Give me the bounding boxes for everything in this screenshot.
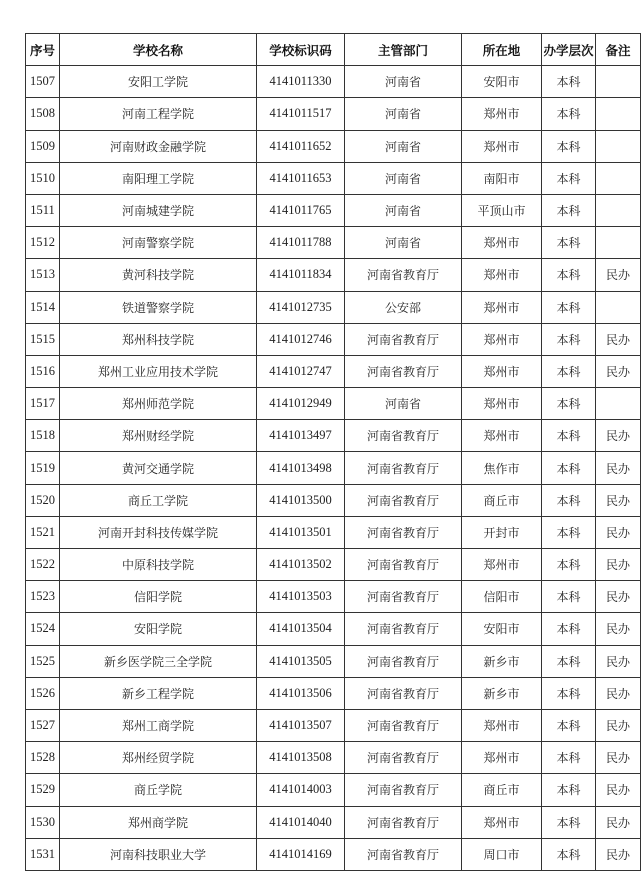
school-name-cell: 郑州师范学院 [60, 388, 257, 420]
authority-cell: 河南省教育厅 [345, 516, 462, 548]
remark-cell: 民办 [596, 516, 641, 548]
remark-cell: 民办 [596, 774, 641, 806]
school-name-cell: 郑州工业应用技术学院 [60, 355, 257, 387]
header-school-name: 学校名称 [60, 34, 257, 66]
location-cell: 郑州市 [462, 420, 542, 452]
seq-cell: 1515 [26, 323, 60, 355]
authority-cell: 河南省教育厅 [345, 420, 462, 452]
level-cell: 本科 [542, 709, 596, 741]
remark-cell: 民办 [596, 355, 641, 387]
table-row [26, 452, 641, 484]
location-cell: 郑州市 [462, 355, 542, 387]
school-name-cell: 安阳工学院 [60, 66, 257, 98]
school-code-cell: 4141014169 [257, 838, 345, 870]
remark-cell [596, 130, 641, 162]
school-code-cell: 4141013500 [257, 484, 345, 516]
school-name-cell: 郑州经贸学院 [60, 742, 257, 774]
school-code-cell: 4141013503 [257, 581, 345, 613]
level-cell: 本科 [542, 66, 596, 98]
level-cell: 本科 [542, 355, 596, 387]
schools-table [25, 33, 641, 871]
remark-cell: 民办 [596, 838, 641, 870]
seq-cell: 1510 [26, 162, 60, 194]
authority-cell: 河南省教育厅 [345, 742, 462, 774]
table-row [26, 162, 641, 194]
school-code-cell: 4141011330 [257, 66, 345, 98]
remark-cell: 民办 [596, 452, 641, 484]
authority-cell: 河南省教育厅 [345, 838, 462, 870]
table-row [26, 516, 641, 548]
school-code-cell: 4141011788 [257, 227, 345, 259]
table-row [26, 838, 641, 870]
table-row [26, 806, 641, 838]
seq-cell: 1513 [26, 259, 60, 291]
level-cell: 本科 [542, 516, 596, 548]
school-name-cell: 河南财政金融学院 [60, 130, 257, 162]
level-cell: 本科 [542, 774, 596, 806]
seq-cell: 1511 [26, 194, 60, 226]
table-row [26, 645, 641, 677]
school-name-cell: 安阳学院 [60, 613, 257, 645]
level-cell: 本科 [542, 645, 596, 677]
table-row [26, 742, 641, 774]
table-row [26, 484, 641, 516]
table-row [26, 323, 641, 355]
school-name-cell: 信阳学院 [60, 581, 257, 613]
location-cell: 郑州市 [462, 549, 542, 581]
table-row [26, 259, 641, 291]
remark-cell: 民办 [596, 323, 641, 355]
header-row [26, 34, 641, 66]
location-cell: 郑州市 [462, 98, 542, 130]
authority-cell: 河南省 [345, 194, 462, 226]
location-cell: 平顶山市 [462, 194, 542, 226]
school-name-cell: 铁道警察学院 [60, 291, 257, 323]
authority-cell: 河南省教育厅 [345, 806, 462, 838]
school-code-cell: 4141013502 [257, 549, 345, 581]
level-cell: 本科 [542, 838, 596, 870]
level-cell: 本科 [542, 388, 596, 420]
seq-cell: 1507 [26, 66, 60, 98]
location-cell: 新乡市 [462, 677, 542, 709]
seq-cell: 1527 [26, 709, 60, 741]
table-row [26, 194, 641, 226]
table-row [26, 355, 641, 387]
authority-cell: 河南省教育厅 [345, 355, 462, 387]
level-cell: 本科 [542, 806, 596, 838]
level-cell: 本科 [542, 613, 596, 645]
seq-cell: 1520 [26, 484, 60, 516]
school-code-cell: 4141011653 [257, 162, 345, 194]
school-name-cell: 郑州科技学院 [60, 323, 257, 355]
table-row [26, 420, 641, 452]
table-row [26, 709, 641, 741]
remark-cell: 民办 [596, 806, 641, 838]
table-row [26, 98, 641, 130]
seq-cell: 1518 [26, 420, 60, 452]
school-name-cell: 河南警察学院 [60, 227, 257, 259]
seq-cell: 1522 [26, 549, 60, 581]
school-code-cell: 4141013508 [257, 742, 345, 774]
school-name-cell: 河南科技职业大学 [60, 838, 257, 870]
school-code-cell: 4141011517 [257, 98, 345, 130]
authority-cell: 河南省教育厅 [345, 581, 462, 613]
level-cell: 本科 [542, 259, 596, 291]
school-code-cell: 4141013498 [257, 452, 345, 484]
header-location: 所在地 [462, 34, 542, 66]
table-row [26, 291, 641, 323]
table-row [26, 549, 641, 581]
authority-cell: 河南省教育厅 [345, 323, 462, 355]
location-cell: 郑州市 [462, 742, 542, 774]
authority-cell: 河南省教育厅 [345, 677, 462, 709]
table-row [26, 227, 641, 259]
table-row [26, 613, 641, 645]
table-row [26, 66, 641, 98]
remark-cell: 民办 [596, 581, 641, 613]
header-authority: 主管部门 [345, 34, 462, 66]
remark-cell [596, 388, 641, 420]
remark-cell: 民办 [596, 259, 641, 291]
remark-cell [596, 66, 641, 98]
location-cell: 郑州市 [462, 130, 542, 162]
school-name-cell: 商丘学院 [60, 774, 257, 806]
school-name-cell: 黄河科技学院 [60, 259, 257, 291]
school-name-cell: 新乡工程学院 [60, 677, 257, 709]
remark-cell [596, 227, 641, 259]
school-name-cell: 中原科技学院 [60, 549, 257, 581]
seq-cell: 1531 [26, 838, 60, 870]
header-remark: 备注 [596, 34, 641, 66]
remark-cell: 民办 [596, 420, 641, 452]
remark-cell: 民办 [596, 484, 641, 516]
seq-cell: 1517 [26, 388, 60, 420]
remark-cell [596, 162, 641, 194]
authority-cell: 河南省 [345, 98, 462, 130]
level-cell: 本科 [542, 323, 596, 355]
school-code-cell: 4141013506 [257, 677, 345, 709]
table-row [26, 581, 641, 613]
remark-cell: 民办 [596, 613, 641, 645]
location-cell: 开封市 [462, 516, 542, 548]
level-cell: 本科 [542, 227, 596, 259]
seq-cell: 1514 [26, 291, 60, 323]
table-header [26, 34, 641, 66]
school-code-cell: 4141011652 [257, 130, 345, 162]
location-cell: 商丘市 [462, 484, 542, 516]
seq-cell: 1529 [26, 774, 60, 806]
level-cell: 本科 [542, 291, 596, 323]
remark-cell [596, 194, 641, 226]
authority-cell: 河南省教育厅 [345, 452, 462, 484]
school-name-cell: 郑州财经学院 [60, 420, 257, 452]
school-code-cell: 4141012735 [257, 291, 345, 323]
school-code-cell: 4141013504 [257, 613, 345, 645]
level-cell: 本科 [542, 484, 596, 516]
school-name-cell: 郑州商学院 [60, 806, 257, 838]
authority-cell: 河南省教育厅 [345, 774, 462, 806]
location-cell: 焦作市 [462, 452, 542, 484]
school-code-cell: 4141013497 [257, 420, 345, 452]
location-cell: 安阳市 [462, 66, 542, 98]
school-code-cell: 4141011765 [257, 194, 345, 226]
school-code-cell: 4141012746 [257, 323, 345, 355]
school-code-cell: 4141013505 [257, 645, 345, 677]
level-cell: 本科 [542, 130, 596, 162]
table-row [26, 774, 641, 806]
authority-cell: 河南省 [345, 162, 462, 194]
level-cell: 本科 [542, 742, 596, 774]
location-cell: 郑州市 [462, 709, 542, 741]
header-level: 办学层次 [542, 34, 596, 66]
location-cell: 南阳市 [462, 162, 542, 194]
location-cell: 郑州市 [462, 388, 542, 420]
authority-cell: 河南省教育厅 [345, 259, 462, 291]
school-name-cell: 河南工程学院 [60, 98, 257, 130]
table-body [26, 66, 641, 871]
authority-cell: 河南省教育厅 [345, 549, 462, 581]
authority-cell: 河南省 [345, 227, 462, 259]
seq-cell: 1524 [26, 613, 60, 645]
authority-cell: 河南省教育厅 [345, 645, 462, 677]
location-cell: 郑州市 [462, 323, 542, 355]
seq-cell: 1516 [26, 355, 60, 387]
level-cell: 本科 [542, 194, 596, 226]
school-code-cell: 4141012747 [257, 355, 345, 387]
header-school-code: 学校标识码 [257, 34, 345, 66]
table-row [26, 677, 641, 709]
school-code-cell: 4141013507 [257, 709, 345, 741]
school-name-cell: 新乡医学院三全学院 [60, 645, 257, 677]
school-name-cell: 商丘工学院 [60, 484, 257, 516]
location-cell: 郑州市 [462, 227, 542, 259]
authority-cell: 河南省教育厅 [345, 709, 462, 741]
location-cell: 安阳市 [462, 613, 542, 645]
seq-cell: 1521 [26, 516, 60, 548]
table-row [26, 130, 641, 162]
seq-cell: 1530 [26, 806, 60, 838]
school-code-cell: 4141014003 [257, 774, 345, 806]
location-cell: 新乡市 [462, 645, 542, 677]
authority-cell: 公安部 [345, 291, 462, 323]
seq-cell: 1508 [26, 98, 60, 130]
seq-cell: 1509 [26, 130, 60, 162]
school-code-cell: 4141014040 [257, 806, 345, 838]
level-cell: 本科 [542, 677, 596, 709]
school-name-cell: 河南开封科技传媒学院 [60, 516, 257, 548]
location-cell: 郑州市 [462, 806, 542, 838]
location-cell: 周口市 [462, 838, 542, 870]
table-row [26, 388, 641, 420]
location-cell: 商丘市 [462, 774, 542, 806]
authority-cell: 河南省 [345, 130, 462, 162]
school-code-cell: 4141011834 [257, 259, 345, 291]
level-cell: 本科 [542, 98, 596, 130]
level-cell: 本科 [542, 549, 596, 581]
seq-cell: 1523 [26, 581, 60, 613]
level-cell: 本科 [542, 420, 596, 452]
authority-cell: 河南省教育厅 [345, 484, 462, 516]
level-cell: 本科 [542, 162, 596, 194]
location-cell: 信阳市 [462, 581, 542, 613]
remark-cell: 民办 [596, 742, 641, 774]
school-name-cell: 南阳理工学院 [60, 162, 257, 194]
school-code-cell: 4141012949 [257, 388, 345, 420]
school-name-cell: 河南城建学院 [60, 194, 257, 226]
remark-cell: 民办 [596, 645, 641, 677]
remark-cell: 民办 [596, 549, 641, 581]
school-code-cell: 4141013501 [257, 516, 345, 548]
seq-cell: 1512 [26, 227, 60, 259]
seq-cell: 1519 [26, 452, 60, 484]
authority-cell: 河南省 [345, 388, 462, 420]
location-cell: 郑州市 [462, 291, 542, 323]
school-name-cell: 黄河交通学院 [60, 452, 257, 484]
remark-cell: 民办 [596, 677, 641, 709]
seq-cell: 1528 [26, 742, 60, 774]
remark-cell [596, 291, 641, 323]
location-cell: 郑州市 [462, 259, 542, 291]
authority-cell: 河南省 [345, 66, 462, 98]
school-name-cell: 郑州工商学院 [60, 709, 257, 741]
remark-cell: 民办 [596, 709, 641, 741]
level-cell: 本科 [542, 452, 596, 484]
level-cell: 本科 [542, 581, 596, 613]
remark-cell [596, 98, 641, 130]
seq-cell: 1525 [26, 645, 60, 677]
header-seq: 序号 [26, 34, 60, 66]
seq-cell: 1526 [26, 677, 60, 709]
authority-cell: 河南省教育厅 [345, 613, 462, 645]
